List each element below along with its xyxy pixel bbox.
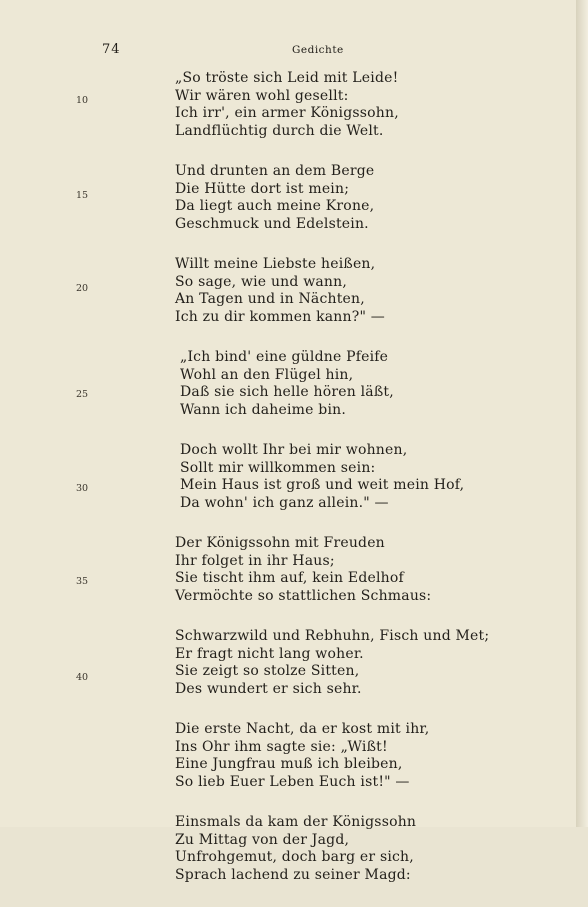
poem-body: [175, 70, 555, 907]
verse-line: Doch wollt Ihr bei mir wohnen,: [180, 442, 408, 458]
verse-line: Er fragt nicht lang woher.: [175, 645, 364, 662]
verse-line: Unfrohgemut, doch barg er sich,: [175, 849, 414, 865]
verse-line: Schwarzwild und Rebhuhn, Fisch und Met;: [175, 628, 490, 644]
verse-line: Ins Ohr ihm sagte sie: „Wißt!: [175, 738, 388, 755]
verse-line: Wann ich daheime bin.: [180, 401, 346, 418]
verse-line: Einsmals da kam der Königssohn: [175, 814, 417, 830]
line-number: 25: [76, 389, 89, 400]
stanza: [175, 628, 555, 698]
verse-line: Landflüchtig durch die Welt.: [175, 122, 384, 139]
verse-line: Eine Jungfrau muß ich bleiben,: [175, 756, 403, 772]
stanza: [175, 70, 555, 140]
verse-line: Sprach lachend zu seiner Magd:: [175, 866, 411, 883]
line-number: 15: [76, 190, 89, 201]
verse-line: Sollt mir willkommen sein:: [180, 459, 376, 476]
verse-line: „Ich bind' eine güldne Pfeife: [180, 349, 389, 365]
verse-line: Die erste Nacht, da er kost mit ihr,: [175, 721, 430, 737]
verse-line: Ich zu dir kommen kann?" —: [175, 308, 385, 325]
verse-line: Und drunten an dem Berge: [175, 163, 375, 179]
verse-line: Sie tischt ihm auf, kein Edelhof: [175, 570, 404, 586]
verse-line: Wohl an den Flügel hin,: [180, 366, 354, 383]
stanza: [175, 349, 555, 419]
page-edge: [576, 0, 588, 827]
verse-line: „So tröste sich Leid mit Leide!: [175, 70, 399, 86]
verse-line: Sie zeigt so stolze Sitten,: [175, 663, 360, 679]
stanza: [175, 535, 555, 605]
verse-line: Vermöchte so stattlichen Schmaus:: [175, 587, 432, 604]
verse-line: So lieb Euer Leben Euch ist!" —: [175, 773, 410, 790]
verse-line: Da wohn' ich ganz allein." —: [180, 494, 389, 511]
verse-line: Geschmuck und Edelstein.: [175, 215, 369, 232]
verse-line: Des wundert er sich sehr.: [175, 680, 362, 697]
verse-line: Ihr folget in ihr Haus;: [175, 552, 335, 569]
line-number: 30: [76, 483, 89, 494]
verse-line: Mein Haus ist groß und weit mein Hof,: [180, 477, 465, 493]
stanza: [175, 814, 555, 884]
verse-line: Wir wären wohl gesellt:: [175, 87, 349, 104]
verse-line: So sage, wie und wann,: [175, 273, 348, 290]
line-number: 20: [76, 283, 89, 294]
verse-line: Die Hütte dort ist mein;: [175, 180, 350, 197]
verse-line: Da liegt auch meine Krone,: [175, 198, 375, 214]
verse-line: An Tagen und in Nächten,: [175, 291, 365, 307]
verse-line: Ich irr', ein armer Königssohn,: [175, 105, 399, 121]
line-number: 10: [76, 95, 89, 106]
line-number: 40: [76, 672, 89, 683]
stanza: [175, 163, 555, 233]
verse-line: Zu Mittag von der Jagd,: [175, 831, 350, 848]
verse-line: Willt meine Liebste heißen,: [175, 256, 376, 272]
stanza: [175, 442, 555, 512]
page-number: 74: [102, 42, 121, 57]
running-header: Gedichte: [292, 44, 344, 56]
stanza: [175, 256, 555, 326]
line-number: 35: [76, 576, 89, 587]
stanza: [175, 721, 555, 791]
verse-line: Daß sie sich helle hören läßt,: [180, 384, 394, 400]
verse-line: Der Königssohn mit Freuden: [175, 535, 385, 551]
